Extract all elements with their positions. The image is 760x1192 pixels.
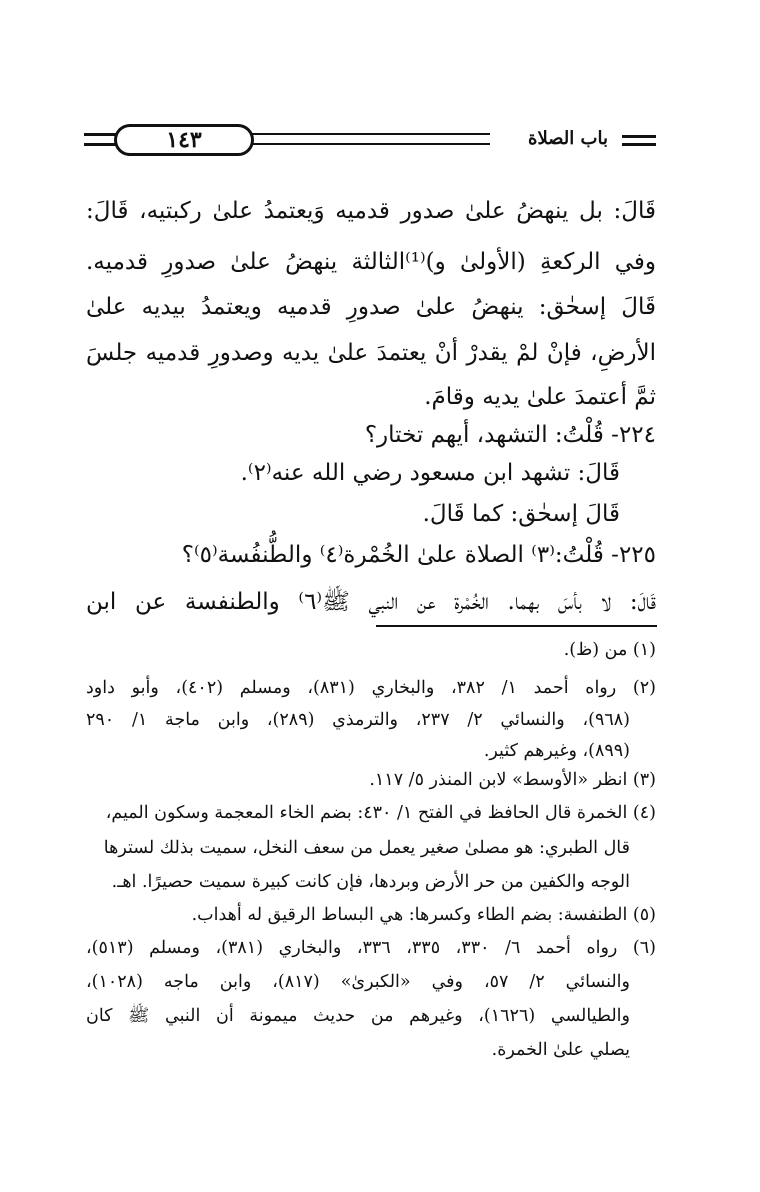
body-line: قَالَ: بل ينهضُ علىٰ صدور قدميه وَيعتمدُ علىٰ ركبتيه، قَالَ: (86, 198, 656, 224)
question-225: ٢٢٥- قُلْتُ:⁽٣⁾ الصلاة علىٰ الخُمْرة⁽٤⁾ والطُّنفُسة⁽٥⁾؟ (181, 542, 656, 568)
page-header (84, 124, 656, 158)
footnote: (٦) رواه أحمد ٦/ ٣٣٠، ٣٣٥، ٣٣٦، والبخاري (٣٨١)، ومسلم (٥١٣)، (86, 938, 656, 958)
running-title: باب الصلاة (528, 128, 608, 149)
header-rule-right-top (622, 135, 656, 138)
footnote: (٥) الطنفسة: بضم الطاء وكسرها: هي البساط الرقيق له أهداب. (191, 905, 656, 925)
body-line: الأرضِ، فإنْ لمْ يقدرْ أنْ يعتمدَ علىٰ يديه وصدورِ قدميه جلسَ (86, 340, 656, 366)
question-224: ٢٢٤- قُلْتُ: التشهد، أيهم تختار؟ (364, 422, 656, 448)
footnote-continuation: يصلي علىٰ الخمرة. (491, 1040, 630, 1060)
body-line: وفي الركعةِ (الأولىٰ و)⁽¹⁾الثالثة ينهضُ علىٰ صدورِ قدميه. (86, 249, 657, 275)
header-rule-mid-top (252, 133, 490, 135)
footnote: (١) من (ظ). (563, 640, 656, 660)
body-line: ثمَّ أعتمدَ علىٰ يديه وقامَ. (424, 384, 656, 410)
header-rule-right-bottom (622, 143, 656, 146)
footnote-continuation: والطيالسي (١٦٢٦)، وغيرهم من حديث ميمونة أن النبي ﷺ كان (86, 1006, 630, 1026)
body-line: قَالَ إسحٰق: كما قَالَ. (422, 501, 620, 527)
footnote-continuation: والنسائي ٢/ ٥٧، وفي «الكبرىٰ» (٨١٧)، وابن ماجه (١٠٢٨)، (86, 972, 630, 992)
footnote-continuation: (٨٩٩)، وغيرهم كثير. (483, 741, 630, 761)
footnote-separator (376, 625, 657, 627)
footnote-continuation: الوجه والكفين من حر الأرض وبردها، فإن كانت كبيرة سميت حصيرًا. اهـ. (111, 872, 630, 892)
body-line: قَالَ: تشهد ابن مسعود رضي الله عنه⁽٢⁾. (240, 460, 620, 486)
body-line: قَالَ: لا بأسَ بهما. الخُمْرة عن النبي ﷺ⁽٦⁾ والطنفسة عن ابن (86, 589, 656, 615)
body-line: قَالَ إسحٰق: ينهضُ علىٰ صدورِ قدميه ويعتمدُ بيديه علىٰ (86, 294, 656, 320)
footnote: (٢) رواه أحمد ١/ ٣٨٢، والبخاري (٨٣١)، ومسلم (٤٠٢)، وأبو داود (86, 678, 656, 698)
footnote-continuation: قال الطبري: هو مصلىٰ صغير يعمل من سعف النخل، سميت بذلك لسترها (103, 838, 630, 858)
page-number-badge (114, 124, 254, 156)
page-number: ١٤٣ (166, 127, 202, 153)
footnote: (٣) انظر «الأوسط» لابن المنذر ٥/ ١١٧. (369, 770, 656, 790)
header-rule-mid-bottom (252, 143, 490, 145)
footnote: (٤) الخمرة قال الحافظ في الفتح ١/ ٤٣٠: بضم الخاء المعجمة وسكون الميم، (105, 803, 656, 823)
footnote-continuation: (٩٦٨)، والنسائي ٢/ ٢٣٧، والترمذي (٢٨٩)، وابن ماجة ١/ ٢٩٠ (86, 710, 630, 730)
